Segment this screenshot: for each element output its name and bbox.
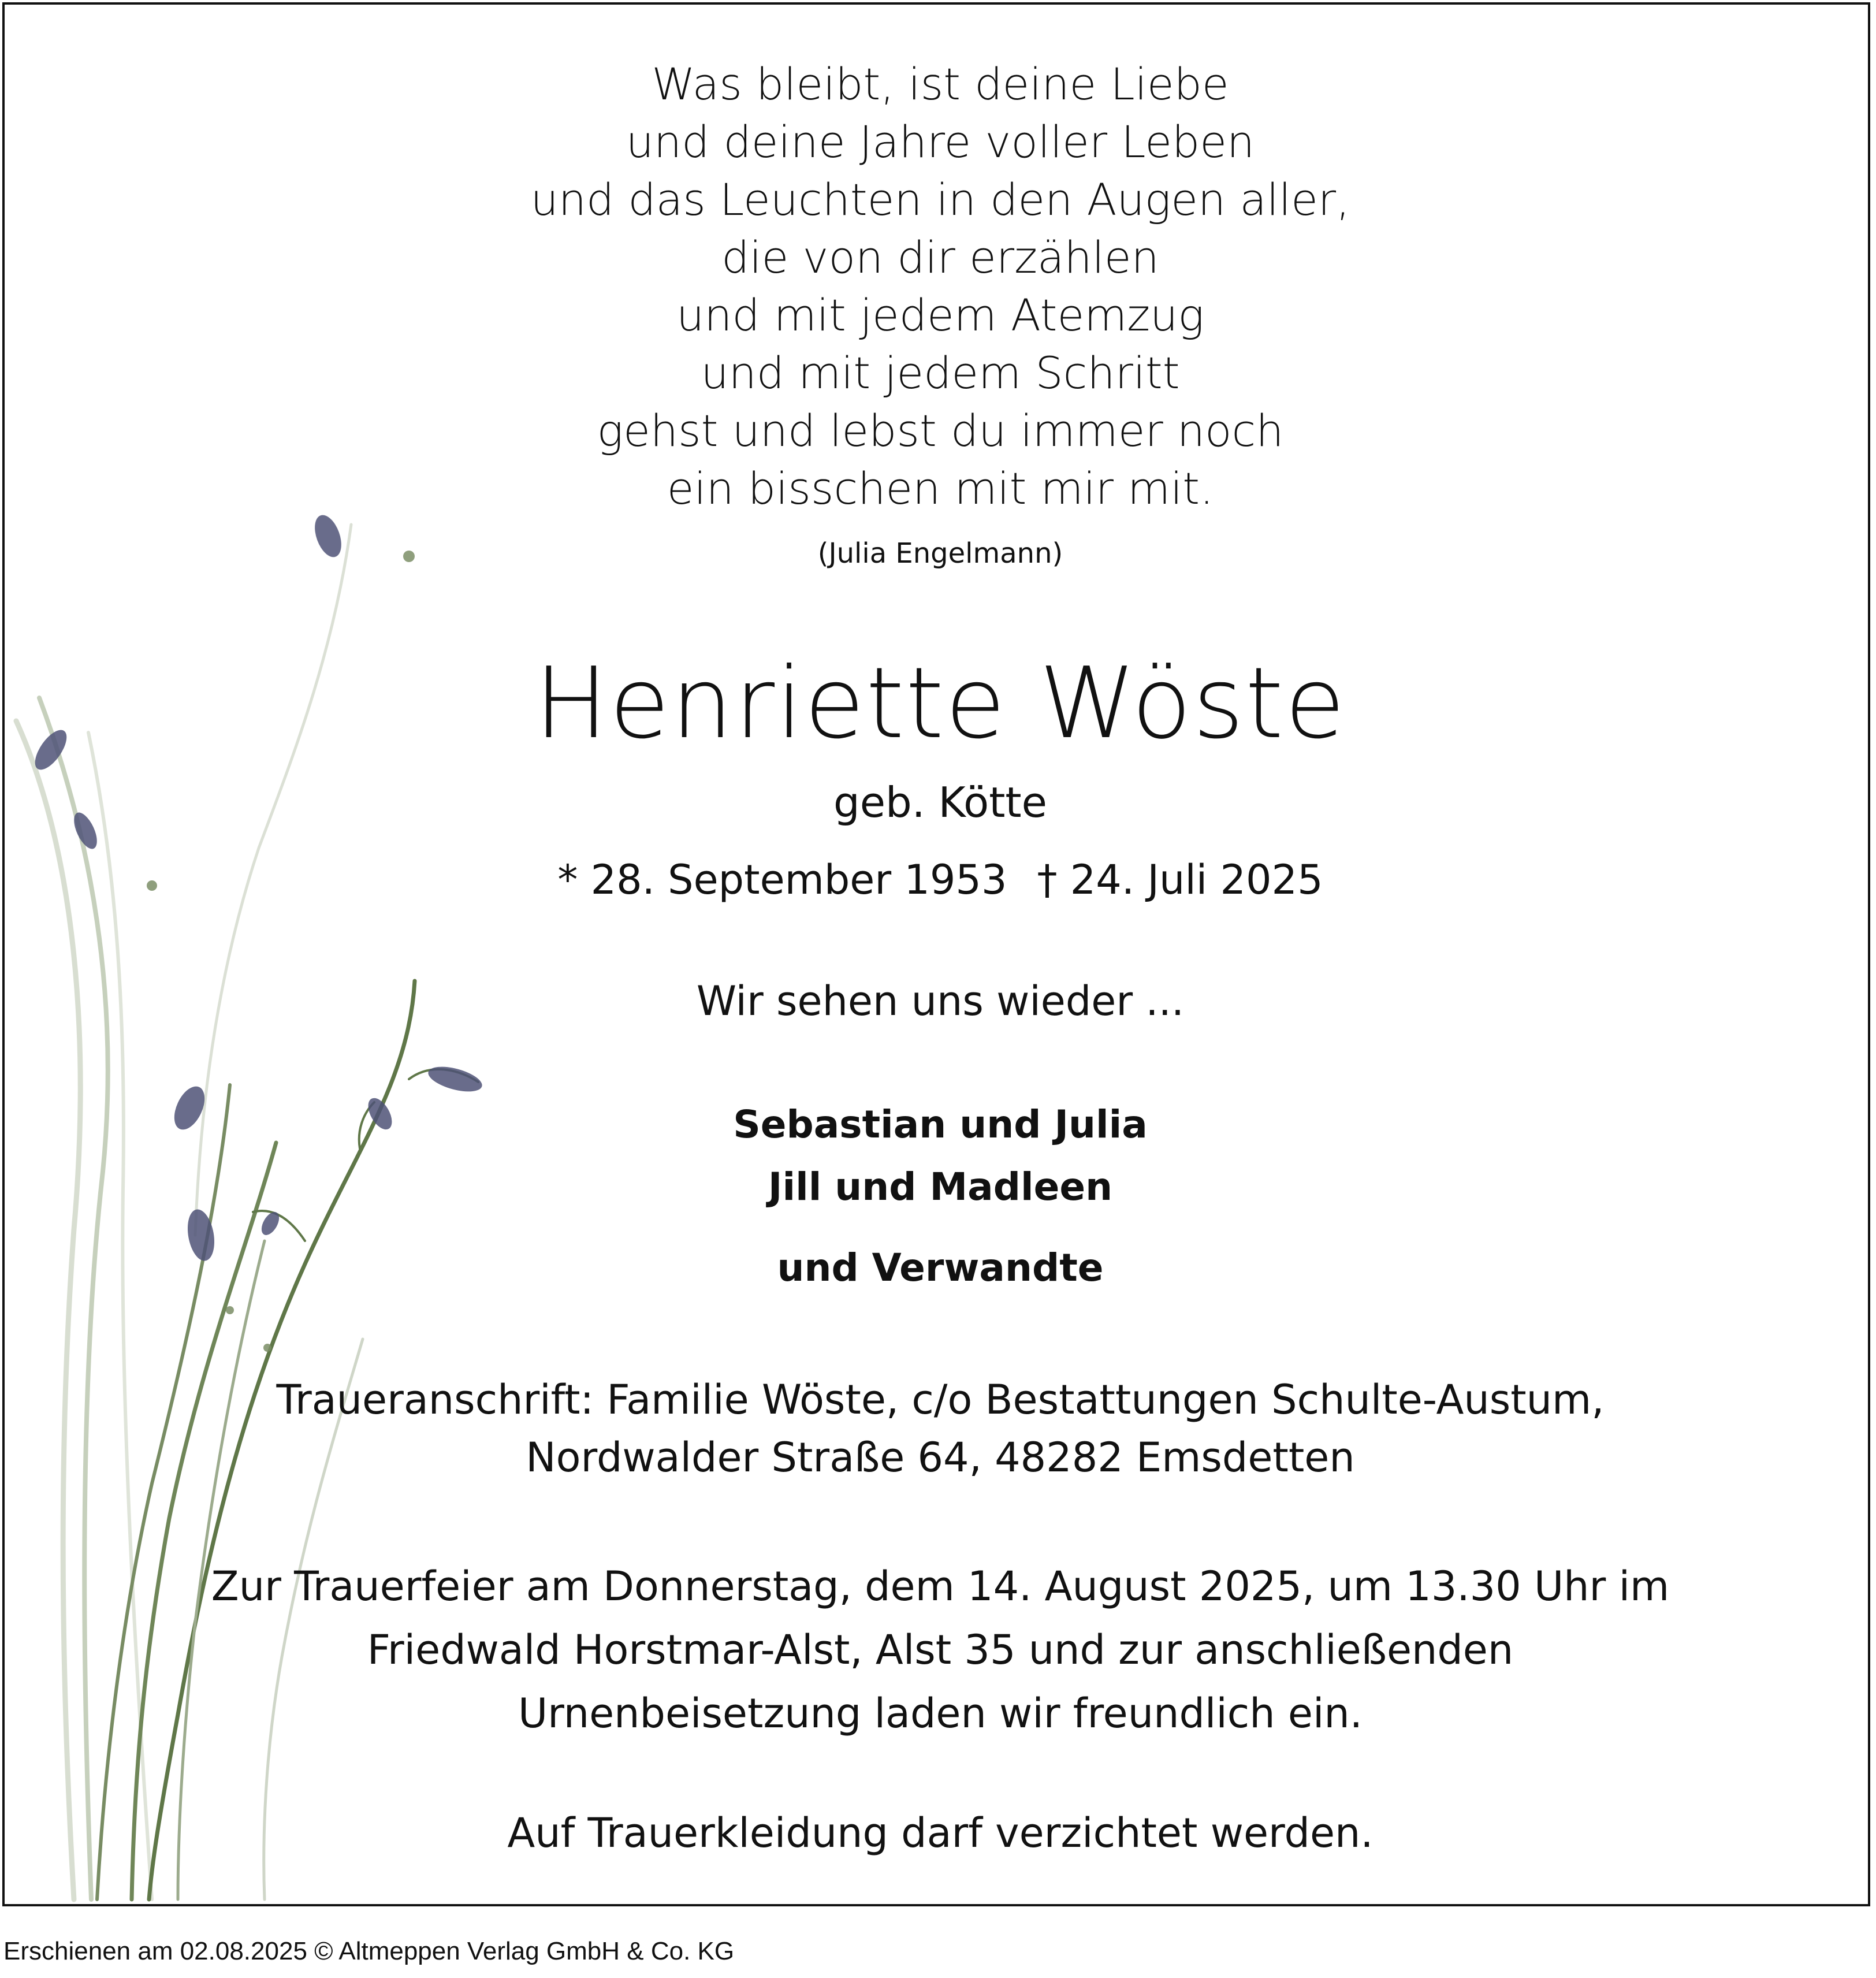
birth-name: geb. Kötte (833, 778, 1047, 827)
poem-line: Was bleibt, ist deine Liebe (652, 58, 1229, 110)
funeral-ceremony-info (5, 1555, 1870, 1745)
ceremony-line-1: Zur Trauerfeier am Donnerstag, dem 14. August 2025, um 13.30 Uhr im (211, 1563, 1670, 1610)
mourning-family (5, 1094, 1870, 1299)
poem-line: und mit jedem Schritt (701, 347, 1180, 399)
ceremony-line-2: Friedwald Horstmar-Alst, Alst 35 und zur anschließenden (367, 1626, 1514, 1674)
farewell-message: Wir sehen uns wieder ... (696, 977, 1185, 1025)
address-line-1: Traueranschrift: Familie Wöste, c/o Bestattungen Schulte-Austum, (276, 1376, 1605, 1423)
death-date: † 24. Juli 2025 (1037, 856, 1323, 904)
poem-line: und mit jedem Atemzug (676, 289, 1204, 341)
ceremony-line-3: Urnenbeisetzung laden wir freundlich ein. (518, 1690, 1363, 1737)
poem-line: und das Leuchten in den Augen aller, (530, 174, 1350, 225)
poem-line: die von dir erzählen (721, 232, 1159, 283)
publication-credit: Erschienen am 02.08.2025 © Altmeppen Verlag GmbH & Co. KG (3, 1937, 735, 1965)
poem-line: ein bisschen mit mir mit. (667, 463, 1214, 514)
deceased-name: Henriette Wöste (534, 646, 1346, 761)
family-member-line: Jill und Madleen (768, 1165, 1113, 1209)
address-line-2: Nordwalder Straße 64, 48282 Emsdetten (526, 1434, 1355, 1481)
poem-line: und deine Jahre voller Leben (626, 116, 1255, 168)
relatives-line: und Verwandte (777, 1245, 1104, 1290)
birth-date: * 28. September 1953 (557, 856, 1007, 904)
poem-author: (Julia Engelmann) (817, 537, 1063, 570)
dress-code-note: Auf Trauerkleidung darf verzichtet werden. (507, 1809, 1374, 1857)
poem-line: gehst und lebst du immer noch (597, 405, 1284, 456)
life-dates (5, 854, 1870, 906)
obituary-notice (2, 2, 1870, 1906)
condolence-address (5, 1371, 1870, 1486)
family-member-line: Sebastian und Julia (733, 1102, 1148, 1147)
poem (5, 55, 1870, 518)
